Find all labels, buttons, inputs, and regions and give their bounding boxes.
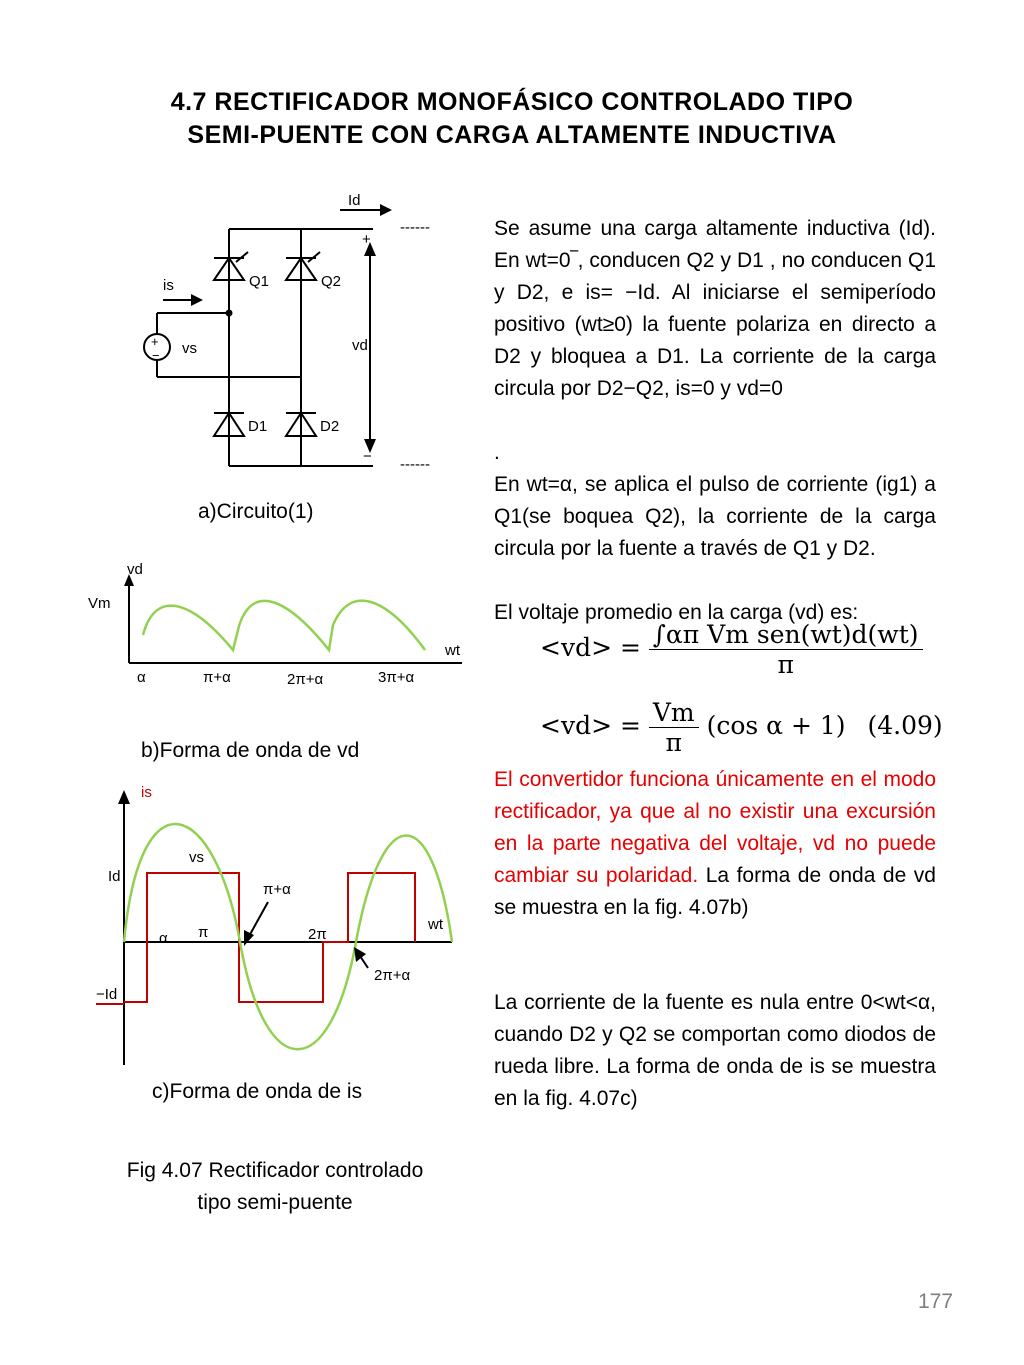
eq2-fraction xyxy=(649,698,699,757)
eq1-fraction xyxy=(649,620,923,679)
paragraph-1: Se asume una carga altamente inductiva (Id). En wt=0‾, conducen Q2 y D1 , no conducen Q1 y D2, e is= −Id. Al iniciarse el semiperíodo positivo (wt≥0) la fuente polariza en directo a D2 y bloquea a D1. La corriente de la carga circula por D2−Q2, is=0 y vd=0 xyxy=(494,217,936,400)
source-plus: + xyxy=(151,334,159,349)
circuit-diagram xyxy=(130,180,460,480)
equation-average xyxy=(540,620,923,679)
pi-mark: π xyxy=(198,924,209,941)
eq2-numerator: Vm xyxy=(652,698,695,727)
caption-is: c)Forma de onda de is xyxy=(152,1080,363,1103)
q2-label: Q2 xyxy=(321,273,342,290)
section-title xyxy=(0,86,1024,152)
paragraph-dot: . xyxy=(494,441,500,464)
minus-sign: − xyxy=(363,448,372,465)
section-title-line1: 4.7 RECTIFICADOR MONOFÁSICO CONTROLADO TIPO xyxy=(170,88,854,116)
paragraph-3: El voltaje promedio en la carga (vd) es: xyxy=(494,601,859,624)
tick-pi-alpha: π+α xyxy=(203,669,231,686)
vd-ylabel: vd xyxy=(127,561,143,578)
two-pi-mark: 2π xyxy=(308,926,327,943)
tick-alpha: α xyxy=(137,669,146,686)
paragraph-2: En wt=α, se aplica el pulso de corriente (ig1) a Q1(se boquea Q2), la corriente de la carga circula por la fuente a través de Q1 y D2. xyxy=(494,473,936,560)
plus-sign: + xyxy=(362,231,371,248)
eq2-tag: (4.09) xyxy=(867,711,943,740)
eq2-lhs: <vd> = xyxy=(540,711,641,740)
equation-4-09 xyxy=(540,698,943,757)
eq2-rhs: (cos α + 1) xyxy=(706,711,846,740)
two-pi-alpha-mark: 2π+α xyxy=(374,967,411,984)
tick-3pi-alpha: 3π+α xyxy=(378,669,415,686)
caption-circuit: a)Circuito(1) xyxy=(198,500,314,523)
vs-label-c: vs xyxy=(189,849,204,866)
id-level-label: Id xyxy=(108,868,121,885)
caption-vd: b)Forma de onda de vd xyxy=(141,739,360,762)
alpha-mark: α xyxy=(159,930,168,947)
pi-alpha-mark: π+α xyxy=(263,881,291,898)
eq1-numerator: ∫απ Vm sen(wt)d(wt) xyxy=(652,620,919,649)
id-label: Id xyxy=(348,192,361,209)
vd-waveform xyxy=(80,555,480,695)
is-waveform xyxy=(80,780,480,1070)
vs-curve xyxy=(124,824,452,1049)
bottom-dashes: ------ xyxy=(400,456,430,473)
q1-label: Q1 xyxy=(249,273,270,290)
d2-label: D2 xyxy=(320,418,340,435)
eq1-lhs: <vd> = xyxy=(540,633,641,662)
eq2-denominator: π xyxy=(649,727,699,757)
is-xlabel: wt xyxy=(428,916,443,933)
top-dashes: ------ xyxy=(400,219,430,236)
vd-curve xyxy=(143,601,425,650)
paragraph-5: La corriente de la fuente es nula entre 0<wt<α, cuando D2 y Q2 se comportan como diodos de rueda libre. La forma de onda de is se muestra en la fig. 4.07c) xyxy=(494,991,936,1110)
eq1-denominator: π xyxy=(649,649,923,679)
vm-label: Vm xyxy=(88,595,111,612)
page-number: 177 xyxy=(918,1290,954,1313)
vd-xlabel: wt xyxy=(445,642,460,659)
d1-label: D1 xyxy=(248,418,268,435)
source-minus: − xyxy=(152,348,160,363)
is-label: is xyxy=(163,277,174,294)
paragraph-4-black: La forma de onda de vd se muestra en la fig. 4.07b) xyxy=(494,864,936,919)
is-ylabel: is xyxy=(141,784,152,801)
vd-label: vd xyxy=(352,337,368,354)
paragraph-4 xyxy=(494,764,936,924)
tick-2pi-alpha: 2π+α xyxy=(287,671,324,688)
neg-id-label: −Id xyxy=(96,986,118,1003)
vs-label: vs xyxy=(182,340,197,357)
paragraph-4-red: El convertidor funciona únicamente en el modo rectificador, ya que al no existir una excursión en la parte negativa del voltaje, vd no puede cambiar su polaridad. xyxy=(494,768,936,887)
figure-caption: Fig 4.07 Rectificador controlado tipo semi-puente xyxy=(126,1159,424,1214)
section-title-line2: SEMI-PUENTE CON CARGA ALTAMENTE INDUCTIVA xyxy=(187,121,837,149)
